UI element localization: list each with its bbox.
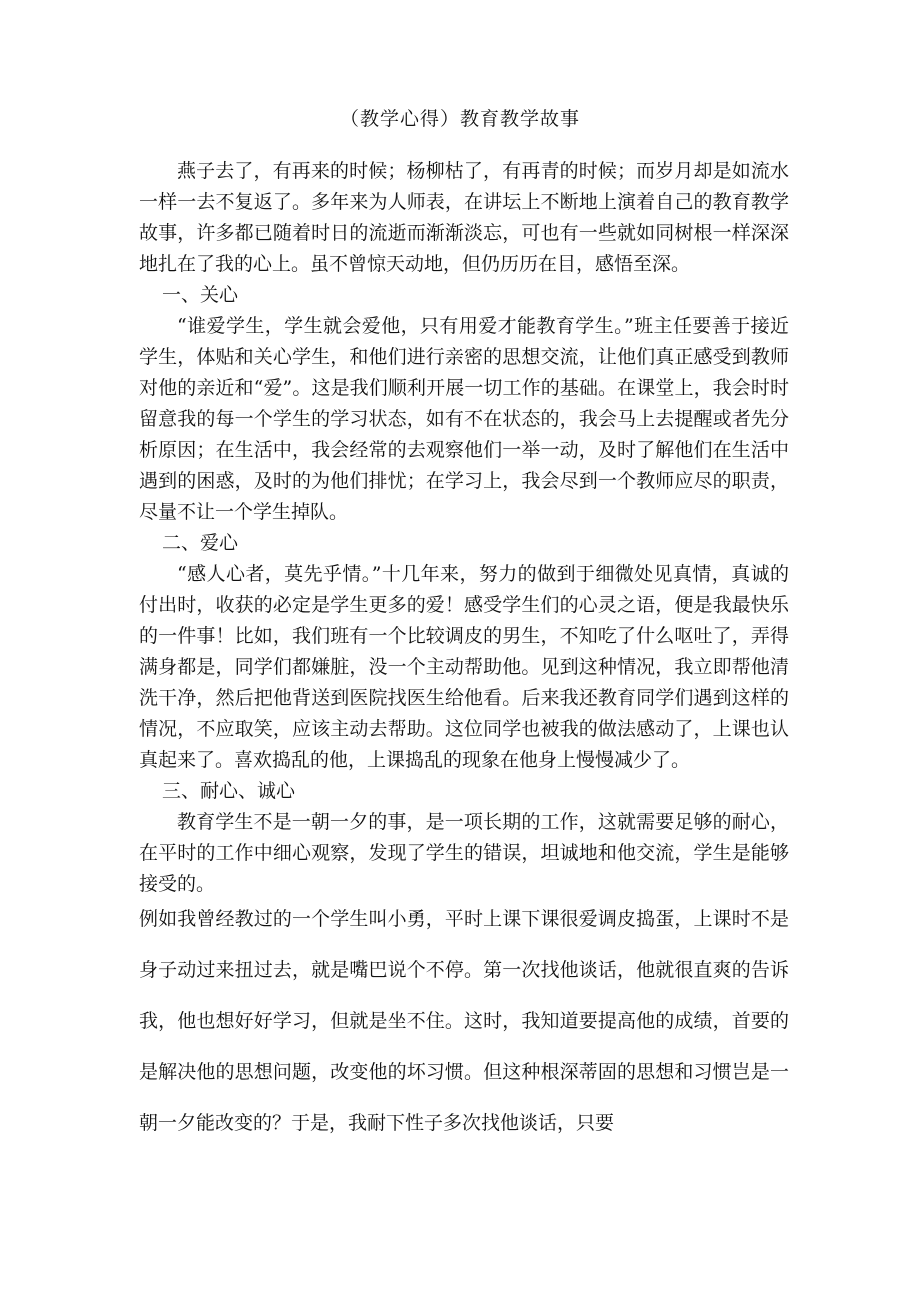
section-heading-patience: 三、耐心、诚心 [162, 780, 296, 802]
document-body [139, 156, 789, 900]
section-body-love: “感人心者，莫先乎情。”十几年来，努力的做到于细微处见真情，真诚的付出时，收获的必定是学生更多的爱！感受学生们的心灵之语，便是我最快乐的一件事！比如，我们班有一个比较调皮的男生，不知吃了什么呕吐了，弄得满身都是，同学们都嫌脏，没一个主动帮助他。见到这种情况，我立即帮他清洗干净，然后把他背送到医院找医生给他看。后来我还教育同学们遇到这样的情况，不应取笑，应该主动去帮助。这位同学也被我的做法感动了，上课也认真起来了。喜欢捣乱的他，上课捣乱的现象在他身上慢慢减少了。 [139, 563, 789, 771]
continuation-block [139, 894, 789, 1149]
section-body-patience: 教育学生不是一朝一夕的事，是一项长期的工作，这就需要足够的耐心，在平时的工作中细心观察，发现了学生的错误，坦诚地和他交流，学生是能够接受的。 [139, 811, 789, 895]
document-title: （教学心得）教育教学故事 [339, 108, 580, 130]
section-body-care: “谁爱学生，学生就会爱他，只有用爱才能教育学生。”班主任要善于接近学生，体贴和关心学生，和他们进行亲密的思想交流，让他们真正感受到教师对他的亲近和“爱”。这是我们顺利开展一切工作的基础。在课堂上，我会时时留意我的每一个学生的学习状态，如有不在状态的，我会马上去提醒或者先分析原因；在生活中，我会经常的去观察他们一举一动，及时了解他们在生活中遇到的困惑，及时的为他们排忧；在学习上，我会尽到一个教师应尽的职责，尽量不让一个学生掉队。 [139, 315, 789, 523]
section-heading-love: 二、爱心 [162, 532, 239, 554]
continuation-paragraph: 例如我曾经教过的一个学生叫小勇，平时上课下课很爱调皮捣蛋，上课时不是身子动过来扭过去，就是嘴巴说个不停。第一次找他谈话，他就很直爽的告诉我，他也想好好学习，但就是坐不住。这时，我知道要提高他的成绩，首要的是解决他的思想问题，改变他的坏习惯。但这种根深蒂固的思想和习惯岂是一朝一夕能改变的？于是，我耐下性子多次找他谈话，只要 [139, 908, 789, 1134]
intro-paragraph: 燕子去了，有再来的时候；杨柳枯了，有再青的时候；而岁月却是如流水一样一去不复返了。多年来为人师表，在讲坛上不断地上演着自己的教育教学故事，许多都已随着时日的流逝而渐渐淡忘，可也有一些就如同树根一样深深地扎在了我的心上。虽不曾惊天动地，但仍历历在目，感悟至深。 [139, 160, 789, 275]
section-heading-care: 一、关心 [162, 284, 239, 306]
